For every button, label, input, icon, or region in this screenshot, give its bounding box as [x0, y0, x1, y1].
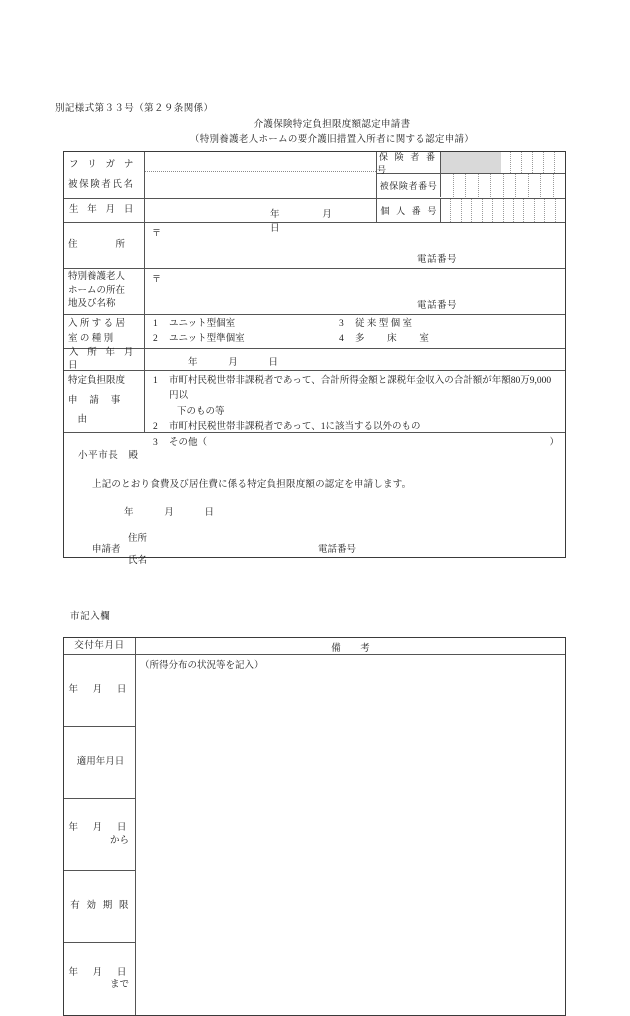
insurer-number-cell[interactable] — [544, 152, 555, 173]
room-option-number[interactable]: 3 — [339, 318, 344, 329]
declaration-date-line[interactable] — [78, 504, 555, 518]
facility-label-line1: 特別養護老人 — [68, 271, 126, 282]
birthdate-label-cell — [64, 199, 145, 222]
remarks-field[interactable] — [136, 655, 565, 1015]
reason-text-continued: 下のもの等 — [177, 406, 225, 417]
facility-tel-label: 電話番号 — [417, 301, 458, 311]
room-option-label[interactable]: 多 床 室 — [355, 333, 433, 344]
document-subtitle: （特別養護老人ホームの要介護旧措置入所者に関する認定申請） — [189, 135, 475, 145]
insured-name-label: 被保険者氏名 — [68, 179, 135, 190]
table-row-admission-date — [64, 349, 565, 371]
personal-number-cell[interactable] — [514, 199, 524, 222]
table-row-application-reason — [64, 371, 565, 448]
insured-number-cells[interactable] — [441, 174, 565, 197]
insured-number-cell[interactable] — [441, 174, 454, 197]
insurer-number-cell[interactable] — [533, 152, 544, 173]
reason-label-cell — [64, 371, 145, 432]
admission-date-field[interactable] — [145, 349, 565, 370]
remarks-header: 備 考 — [331, 644, 375, 654]
reason-number[interactable]: 3 — [153, 437, 158, 448]
postal-mark-icon: 〒 — [152, 228, 162, 238]
reason-text: その他（ — [169, 437, 208, 448]
personal-number-panel — [376, 199, 565, 222]
room-option-label[interactable]: ユニット型準個室 — [169, 333, 245, 344]
insurer-number-filled-block — [441, 152, 501, 173]
facility-label-line2: ホームの所在 — [68, 285, 126, 296]
birthdate-label: 生 年 月 日 — [69, 205, 137, 216]
city-row-label — [64, 655, 136, 727]
applicant-form-table — [63, 151, 566, 566]
name-input-line[interactable] — [145, 172, 376, 198]
insured-number-cell[interactable] — [454, 174, 467, 197]
insurer-number-cell[interactable] — [501, 152, 512, 173]
applicant-block — [78, 530, 555, 570]
table-row-declaration — [64, 433, 565, 566]
city-row-line1: 有 効 期 限 — [70, 901, 131, 912]
applicant-tel-label: 電話番号 — [318, 545, 357, 555]
applicant-name-label: 氏名 — [128, 556, 148, 566]
remarks-note: （所得分布の状況等を記入） — [140, 661, 264, 671]
applicant-label: 申請者 — [92, 545, 121, 555]
city-row-line1: 適用年月日 — [76, 757, 125, 768]
city-date-column — [64, 655, 136, 1015]
name-row-label — [64, 152, 145, 198]
city-row-label — [64, 799, 136, 871]
address-label: 住 所 — [68, 240, 126, 251]
admission-date-label: 入 所 年 月 日 — [68, 347, 137, 371]
personal-number-cell[interactable] — [535, 199, 545, 222]
reason-close-paren: ） — [549, 437, 559, 448]
reason-field[interactable] — [145, 371, 565, 448]
city-row-line1: 年 月 日 — [68, 685, 129, 696]
personal-number-cell[interactable] — [472, 199, 482, 222]
issue-date-header: 交付年月日 — [64, 638, 136, 654]
room-option-number[interactable]: 4 — [339, 333, 344, 344]
insured-number-cell[interactable] — [491, 174, 504, 197]
personal-number-row — [377, 199, 565, 222]
personal-number-cell[interactable] — [451, 199, 461, 222]
declaration-statement: 上記のとおり食費及び居住費に係る特定負担限度額の認定を申請します。 — [92, 480, 412, 490]
number-panel — [376, 152, 565, 198]
insurer-number-cell[interactable] — [522, 152, 533, 173]
table-row-room-type — [64, 315, 565, 349]
insured-name-field[interactable] — [145, 152, 376, 198]
reason-item[interactable] — [153, 374, 559, 405]
furigana-input-line[interactable] — [145, 152, 376, 172]
declaration-year-label: 年 — [124, 508, 134, 518]
personal-number-cell[interactable] — [441, 199, 451, 222]
room-option-number[interactable]: 1 — [153, 318, 158, 329]
room-type-option-line — [153, 332, 565, 347]
insurer-number-cell[interactable] — [555, 152, 565, 173]
declaration-month-label: 月 — [164, 508, 174, 518]
insured-number-cell[interactable] — [529, 174, 542, 197]
personal-number-cell[interactable] — [524, 199, 534, 222]
reason-label-line1: 特定負担限度 — [68, 375, 126, 386]
admission-year-label: 年 — [188, 358, 198, 368]
room-type-label-line2: 室 の 種 別 — [68, 333, 114, 344]
city-row-label — [64, 871, 136, 943]
room-type-options — [145, 315, 565, 348]
table-row-facility — [64, 269, 565, 315]
reason-number[interactable]: 1 — [153, 376, 158, 386]
facility-field[interactable] — [145, 269, 565, 314]
addressee-label: 小平市長 殿 — [78, 451, 139, 461]
city-row-line1: 年 月 日 — [68, 967, 129, 978]
table-row-name-and-numbers — [64, 152, 565, 199]
personal-number-cell[interactable] — [504, 199, 514, 222]
insured-number-cell[interactable] — [479, 174, 492, 197]
reason-number[interactable]: 2 — [153, 422, 158, 433]
admission-date-label-cell — [64, 349, 145, 370]
insured-number-cell[interactable] — [516, 174, 529, 197]
postal-mark-icon: 〒 — [152, 274, 162, 284]
city-entry-table — [63, 637, 566, 1016]
room-type-label-line1: 入 所 す る 居 — [68, 319, 126, 330]
room-option-label[interactable]: 従 来 型 個 室 — [355, 318, 413, 329]
declaration-block — [64, 433, 565, 566]
applicant-address-label: 住所 — [128, 534, 148, 544]
personal-number-label: 個 人 番 号 — [377, 199, 441, 222]
insured-number-cell[interactable] — [466, 174, 479, 197]
insured-number-cell[interactable] — [504, 174, 517, 197]
insurer-number-cell[interactable] — [511, 152, 522, 173]
table-row-address — [64, 223, 565, 269]
room-option-number[interactable]: 2 — [153, 333, 158, 344]
room-type-field[interactable] — [145, 315, 565, 348]
admission-day-label: 日 — [268, 358, 279, 368]
birthdate-field[interactable] — [145, 199, 376, 234]
birth-year-label: 年 — [270, 210, 280, 220]
document-title: 介護保険特定負担限度額認定申請書 — [253, 120, 411, 130]
address-label-cell — [64, 223, 145, 268]
city-entry-section-label: 市記入欄 — [70, 612, 111, 622]
declaration-day-label: 日 — [204, 508, 215, 518]
room-type-label-cell — [64, 315, 145, 348]
personal-number-cell[interactable] — [556, 199, 565, 222]
admission-month-label: 月 — [228, 358, 238, 368]
facility-label-cell — [64, 269, 145, 314]
insured-number-cell[interactable] — [541, 174, 554, 197]
table-row-birthdate — [64, 199, 565, 234]
city-row-line2: から — [109, 835, 129, 846]
personal-number-cell[interactable] — [462, 199, 472, 222]
city-row-label — [64, 943, 136, 1015]
insured-number-row — [377, 174, 565, 197]
furigana-label: フ リ ガ ナ — [69, 159, 137, 170]
address-tel-label: 電話番号 — [417, 255, 458, 265]
insured-number-label: 被保険者番号 — [377, 174, 441, 197]
birth-day-label: 日 — [270, 224, 280, 234]
city-row-line2: まで — [109, 980, 129, 990]
reason-text: 市町村民税世帯非課税者であって、1に該当する以外のもの — [169, 422, 421, 433]
table-row-city-header — [64, 638, 565, 655]
personal-number-cell[interactable] — [493, 199, 503, 222]
reason-text: 市町村民税世帯非課税者であって、合計所得金額と課税年金収入の合計額が年額80万9,000円以 — [169, 376, 552, 402]
personal-number-cell[interactable] — [483, 199, 493, 222]
table-row-city-body — [64, 655, 565, 1015]
form-number: 別記様式第３３号（第２９条関係） — [55, 104, 214, 114]
city-row-line1: 年 月 日 — [68, 823, 129, 834]
birth-month-label: 月 — [322, 210, 332, 220]
city-row-label — [64, 727, 136, 799]
personal-number-cells[interactable] — [441, 199, 565, 222]
facility-label-line3: 地及び名称 — [68, 299, 116, 310]
room-option-label[interactable]: ユニット型個室 — [169, 318, 236, 329]
insurer-number-label: 保 険 者 番 号 — [377, 152, 441, 173]
personal-number-cell[interactable] — [545, 199, 555, 222]
reason-label-line2: 申 請 事 由 — [68, 395, 121, 426]
room-type-option-line — [153, 317, 565, 332]
insurer-number-row — [377, 152, 565, 174]
insurer-number-cells[interactable] — [441, 152, 565, 173]
address-field[interactable] — [145, 223, 565, 268]
insured-number-cell[interactable] — [554, 174, 566, 197]
